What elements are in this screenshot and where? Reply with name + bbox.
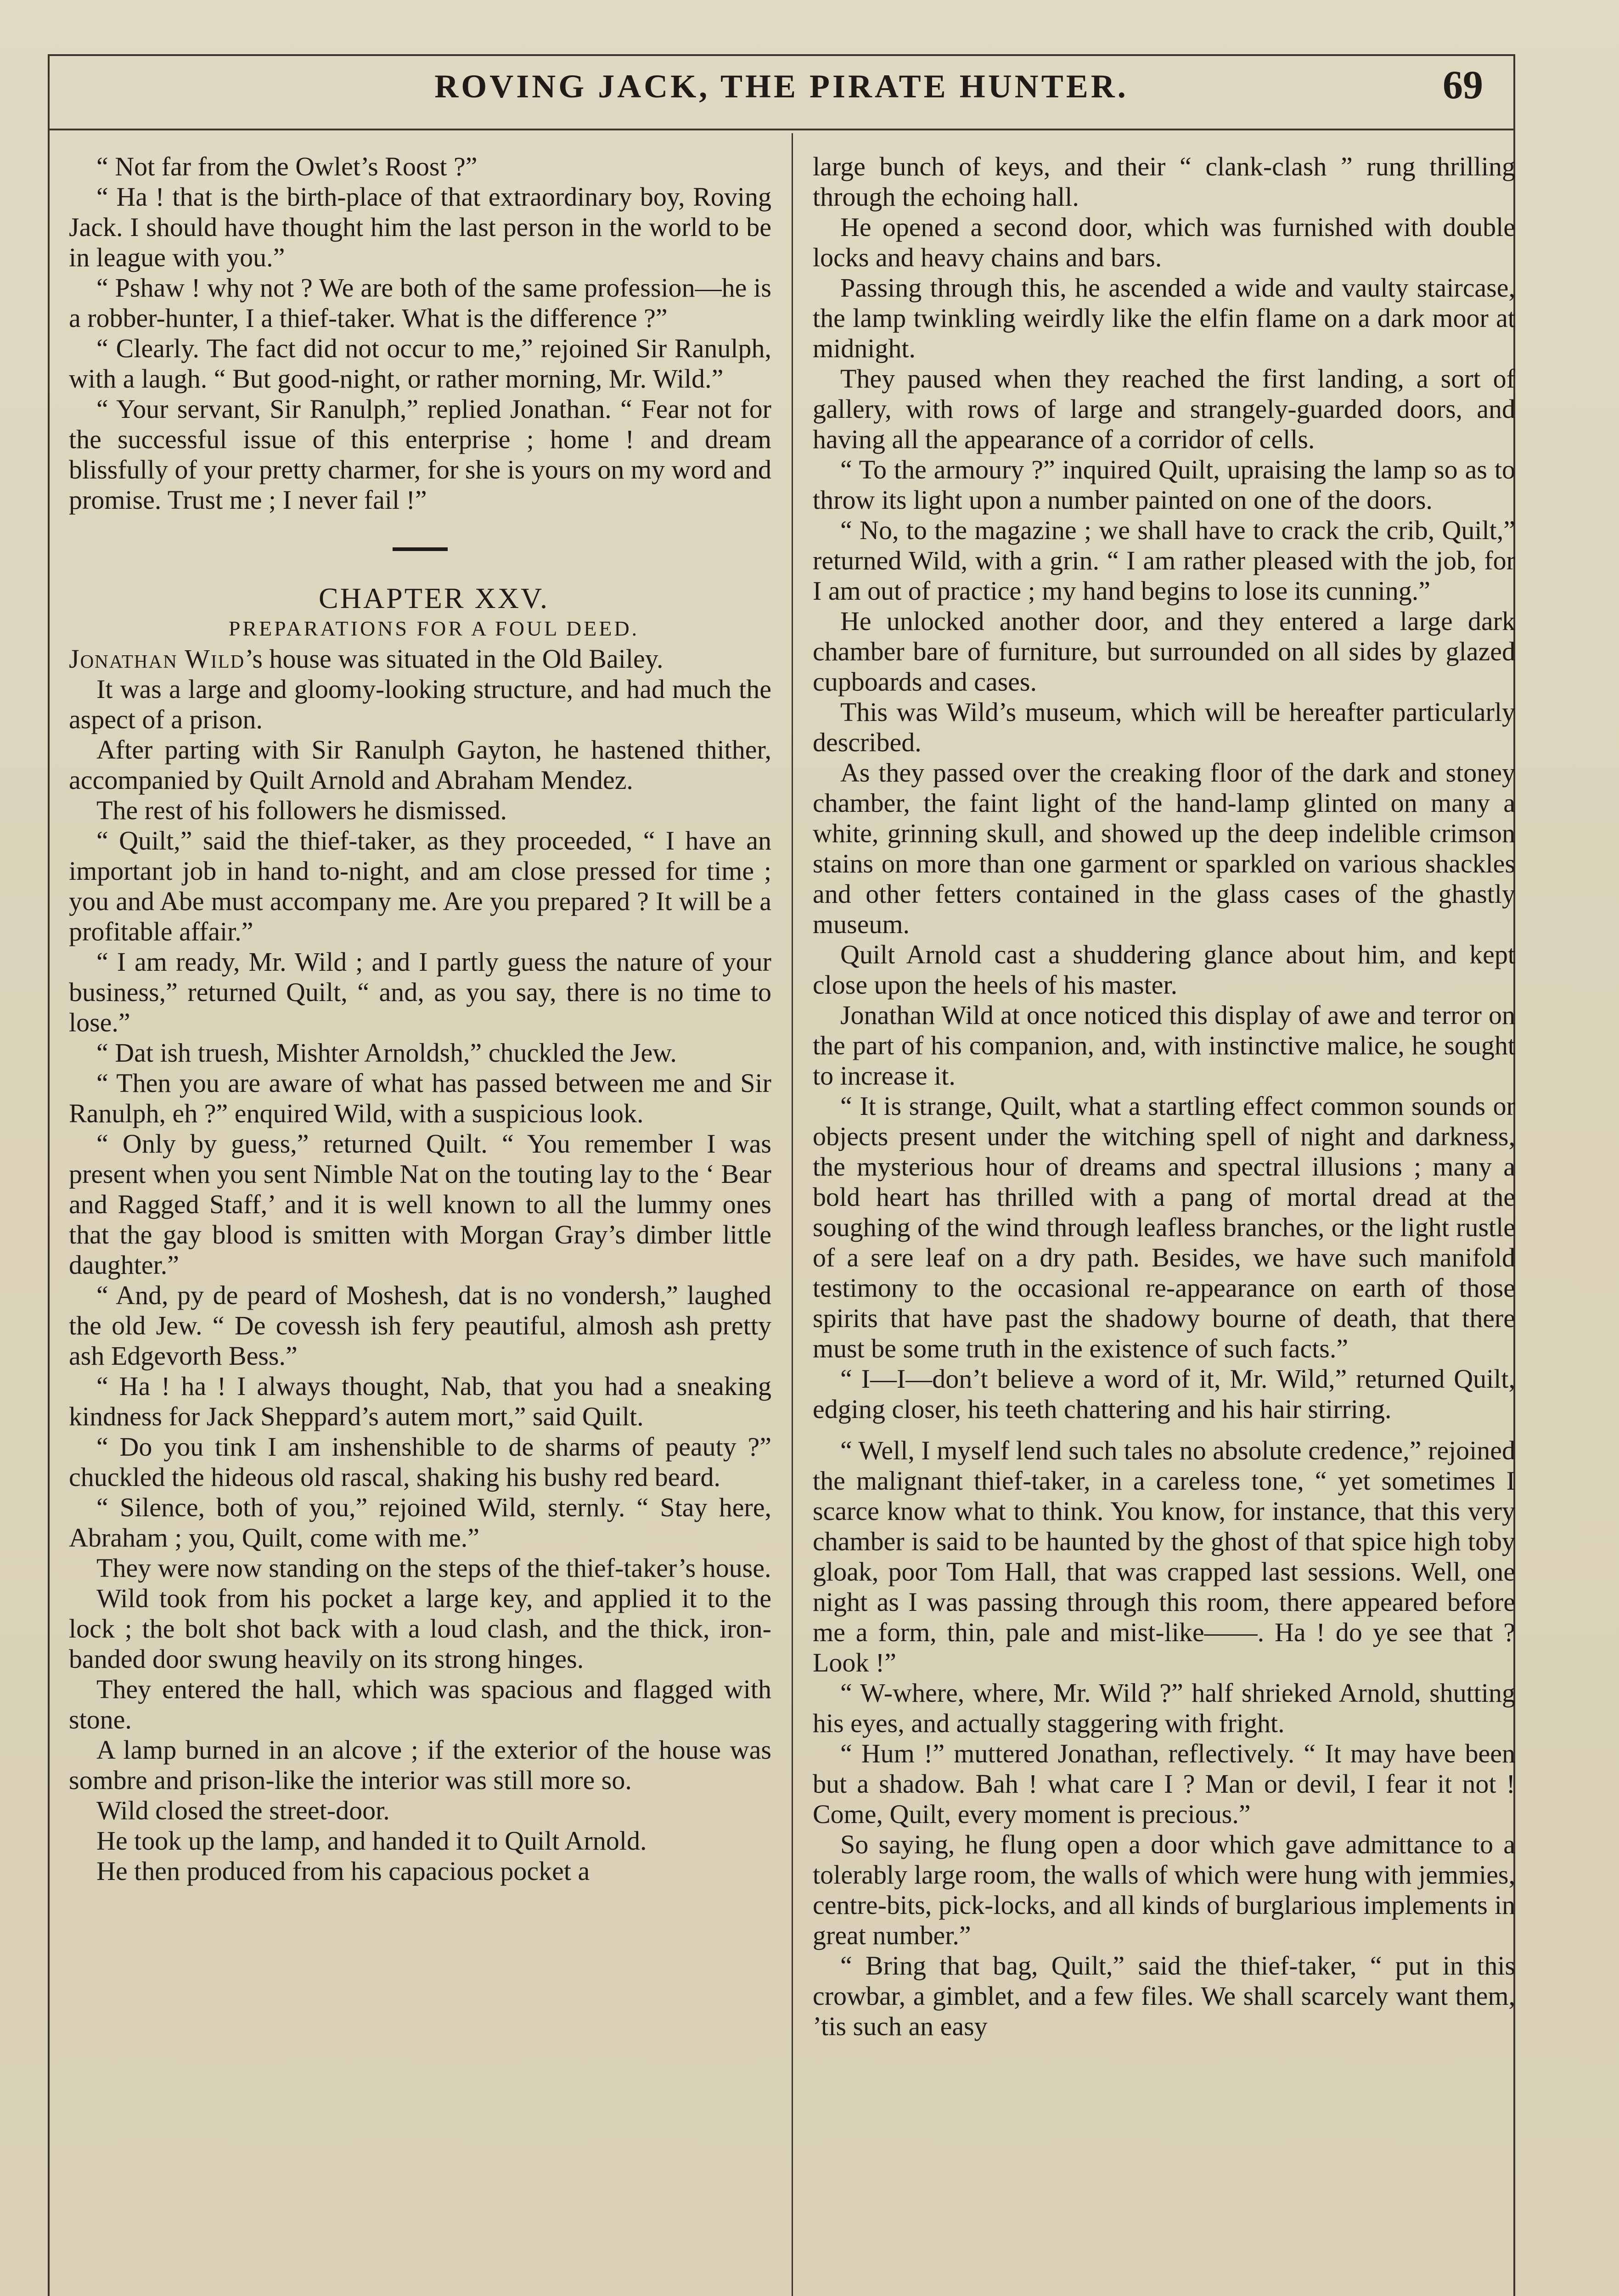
paragraph: “ Ha ! that is the birth-place of that extraordinary boy, Roving Jack. I should have thought him the last person in the world to be in league with you.”	[69, 182, 771, 272]
paragraph: “ I—I—don’t believe a word of it, Mr. Wild,” returned Quilt, edging closer, his teeth chattering and his hair stirring.	[813, 1364, 1515, 1424]
paragraph: Wild took from his pocket a large key, and applied it to the lock ; the bolt shot back with a loud clash, and the thick, iron-banded door swung heavily on its strong hinges.	[69, 1583, 771, 1674]
paragraph: He took up the lamp, and handed it to Quilt Arnold.	[96, 1826, 647, 1856]
paragraph: “ Bring that bag, Quilt,” said the thief-taker, “ put in this crowbar, a gimblet, and a few files. We shall scarcely want them, ’tis such an easy	[813, 1951, 1515, 2041]
header-rule	[48, 129, 1515, 130]
left-paragraphs-after	[69, 674, 771, 1886]
paragraph: “ Quilt,” said the thief-taker, as they proceeded, “ I have an important job in hand to-night, and am close pressed for time ; you and Abe must accompany me. Are you prepared ? It will be a profitable affair.”	[69, 826, 771, 946]
paragraph: “ Only by guess,” returned Quilt. “ You remember I was present when you sent Nimble Nat on the touting lay to the ‘ Bear and Ragged Staff,’ and it is well known to all the lummy ones that the gay blood is smitten with Morgan Gray’s dimber little daughter.”	[69, 1129, 771, 1280]
paragraph: “ Dat ish truesh, Mishter Arnoldsh,” chuckled the Jew.	[96, 1038, 677, 1068]
paragraph: The rest of his followers he dismissed.	[96, 795, 507, 825]
paragraph: “ W-where, where, Mr. Wild ?” half shrieked Arnold, shutting his eyes, and actually staggering with fright.	[813, 1678, 1515, 1738]
paragraph: It was a large and gloomy-looking structure, and had much the aspect of a prison.	[69, 674, 771, 734]
running-title: ROVING JACK, THE PIRATE HUNTER.	[434, 68, 1129, 105]
paragraph: He opened a second door, which was furnished with double locks and heavy chains and bars.	[813, 212, 1515, 272]
paragraph: “ To the armoury ?” inquired Quilt, upraising the lamp so as to throw its light upon a number painted on one of the doors.	[813, 455, 1515, 515]
paragraph: “ It is strange, Quilt, what a startling effect common sounds or objects present under the witching spell of night and darkness, the mysterious hour of dreams and spectral illusions ; many a bold heart has thrilled with a pang of mortal dread at the soughing of the wind through leafless branches, or the light rustle of a sere leaf on a dry path. Besides, we have such manifold testimony to the occasional re-appearance on earth of those spirits that have past the shadowy bourne of death, that there must be some truth in the existence of such facts.”	[813, 1091, 1515, 1363]
paragraph: A lamp burned in an alcove ; if the exterior of the house was sombre and prison-like the interior was still more so.	[69, 1735, 771, 1795]
paragraph: “ Pshaw ! why not ? We are both of the same profession—he is a robber-hunter, I a thief-taker. What is the difference ?”	[69, 273, 771, 333]
paragraph: They were now standing on the steps of the thief-taker’s house.	[96, 1553, 771, 1583]
opening-smallcaps: Jonathan Wild	[69, 644, 245, 674]
paragraph: “ No, to the magazine ; we shall have to crack the crib, Quilt,” returned Wild, with a grin. “ I am rather pleased with the job, for I am out of practice ; my hand begins to lose its cunning.”	[813, 515, 1515, 606]
paragraph: “ Well, I myself lend such tales no absolute credence,” rejoined the malignant thief-taker, in a careless tone, “ yet sometimes I scarce know what to think. You know, for instance, that this very chamber is said to be haunted by the ghost of that spice high toby gloak, poor Tom Hall, that was crapped last sessions. Well, one night as I was passing through this room, there appeared before me a form, thin, pale and mist-like——. Ha ! do ye see that ? Look !”	[813, 1435, 1515, 1677]
page-number: 69	[1443, 63, 1483, 107]
paragraph: He then produced from his capacious pocket a	[96, 1856, 590, 1886]
paragraph: Quilt Arnold cast a shuddering glance about him, and kept close upon the heels of his master.	[813, 940, 1515, 1000]
paragraph: “ Ha ! ha ! I always thought, Nab, that you had a sneaking kindness for Jack Sheppard’s autem mort,” said Quilt.	[69, 1371, 771, 1431]
paragraph: So saying, he flung open a door which gave admittance to a tolerably large room, the walls of which were hung with jemmies, centre-bits, pick-locks, and all kinds of burglarious implements in great number.”	[813, 1829, 1515, 1950]
right-paragraphs-after-gap	[813, 1435, 1515, 2042]
paragraph: “ Do you tink I am inshenshible to de sharms of peauty ?” chuckled the hideous old rascal, shaking his bushy red beard.	[69, 1432, 771, 1492]
paragraph: “ I am ready, Mr. Wild ; and I partly guess the nature of your business,” returned Quilt, “ and, as you say, there is no time to lose.”	[69, 947, 771, 1037]
right-first-line: large bunch of keys, and their “ clank-clash ” rung thrilling through the echoing hall.	[813, 152, 1515, 212]
paragraph: Jonathan Wild at once noticed this display of awe and terror on the part of his companion, and, with instinctive malice, he sought to increase it.	[813, 1000, 1515, 1091]
chapter-opening	[69, 644, 771, 674]
right-column	[813, 152, 1515, 2042]
paragraph: Passing through this, he ascended a wide and vaulty staircase, the lamp twinkling weirdly like the elfin flame on a dark moor at midnight.	[813, 273, 1515, 363]
paragraph: This was Wild’s museum, which will be hereafter particularly described.	[813, 697, 1515, 757]
page-header	[48, 57, 1515, 122]
paragraph: After parting with Sir Ranulph Gayton, he hastened thither, accompanied by Quilt Arnold and Abraham Mendez.	[69, 735, 771, 795]
column-divider	[792, 133, 793, 2296]
left-column	[69, 152, 771, 1886]
chapter-subtitle: PREPARATIONS FOR A FOUL DEED.	[228, 617, 640, 640]
paragraph: “ Silence, both of you,” rejoined Wild, sternly. “ Stay here, Abraham ; you, Quilt, come with me.”	[69, 1492, 771, 1553]
paragraph: They entered the hall, which was spacious and flagged with stone.	[69, 1674, 771, 1734]
paragraph: He unlocked another door, and they entered a large dark chamber bare of furniture, but surrounded on all sides by glazed cupboards and cases.	[813, 606, 1515, 697]
paragraph: “ Your servant, Sir Ranulph,” replied Jonathan. “ Fear not for the successful issue of this enterprise ; home ! and dream blissfully of your pretty charmer, for she is yours on my word and promise. Trust me ; I never fail !”	[69, 394, 771, 515]
paragraph: Wild closed the street-door.	[96, 1795, 390, 1825]
paragraph: “ And, py de peard of Moshesh, dat is no vondersh,” laughed the old Jew. “ De covessh ish fery peautiful, almosh ash pretty ash Edgevorth Bess.”	[69, 1280, 771, 1371]
right-paragraphs	[813, 212, 1515, 1424]
chapter-title: CHAPTER XXV.	[319, 582, 549, 614]
left-paragraphs-before	[69, 152, 771, 515]
paragraph: “ Clearly. The fact did not occur to me,” rejoined Sir Ranulph, with a laugh. “ But good-night, or rather morning, Mr. Wild.”	[69, 333, 771, 394]
paragraph: “ Then you are aware of what has passed between me and Sir Ranulph, eh ?” enquired Wild, with a suspicious look.	[69, 1068, 771, 1128]
paragraph: “ Hum !” muttered Jonathan, reflectively. “ It may have been but a shadow. Bah ! what care I ? Man or devil, I fear it not ! Come, Quilt, every moment is precious.”	[813, 1739, 1515, 1829]
opening-rest: ’s house was situated in the Old Bailey.	[245, 644, 663, 674]
paragraph: “ Not far from the Owlet’s Roost ?”	[96, 152, 478, 181]
section-rule	[393, 547, 448, 551]
paragraph: They paused when they reached the first landing, a sort of gallery, with rows of large and strangely-guarded doors, and having all the appearance of a corridor of cells.	[813, 364, 1515, 454]
paragraph: As they passed over the creaking floor of the dark and stoney chamber, the faint light of the hand-lamp glinted on many a white, grinning skull, and showed up the deep indelible crimson stains on more than one garment or sparkled on various shackles and other fetters contained in the glass cases of the ghastly museum.	[813, 758, 1515, 939]
